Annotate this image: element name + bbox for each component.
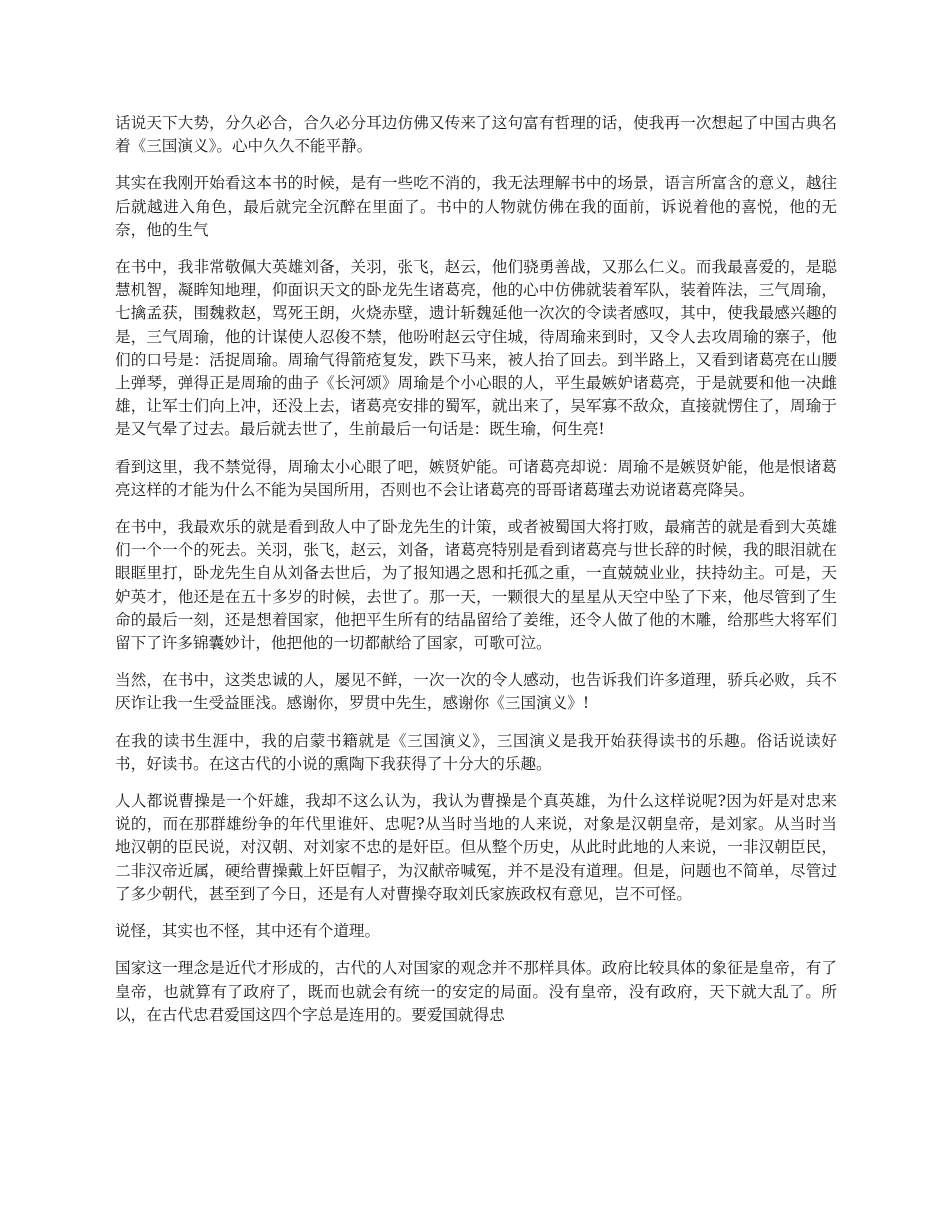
paragraph-7: 在我的读书生涯中，我的启蒙书籍就是《三国演义》，三国演义是我开始获得读书的乐趣。俗话说读好书，好读书。在这古代的小说的熏陶下我获得了十分大的乐趣。: [115, 731, 837, 773]
paragraph-4: 看到这里，我不禁觉得，周瑜太小心眼了吧，嫉贤妒能。可诸葛亮却说：周瑜不是嫉贤妒能，他是恨诸葛亮这样的才能为什么不能为吴国所用，否则也不会让诸葛亮的哥哥诸葛瑾去劝说诸葛亮降吴。: [115, 457, 837, 499]
document-body: [115, 112, 837, 1041]
paragraph-6: 当然，在书中，这类忠诚的人，屡见不鲜，一次一次的令人感动，也告诉我们许多道理，骄兵必败，兵不厌诈让我一生受益匪浅。感谢你，罗贯中先生，感谢你《三国演义》!: [115, 671, 837, 713]
paragraph-2: 其实在我刚开始看这本书的时候，是有一些吃不消的，我无法理解书中的场景，语言所富含的意义，越往后就越进入角色，最后就完全沉醉在里面了。书中的人物就仿佛在我的面前，诉说着他的喜悦，他的无奈，他的生气: [115, 174, 837, 239]
paragraph-3: 在书中，我非常敬佩大英雄刘备，关羽，张飞，赵云，他们骁勇善战，又那么仁义。而我最喜爱的，是聪慧机智，凝眸知地理，仰面识天文的卧龙先生诸葛亮，他的心中仿佛就装着军队，装着阵法，三气周瑜，七擒孟获，围魏救赵，骂死王朗，火烧赤壁，遗计斩魏延他一次次的令读者感叹，其中，使我最感兴趣的是，三气周瑜，他的计谋使人忍俊不禁，他吩咐赵云守住城，待周瑜来到时，又令人去攻周瑜的寨子，他们的口号是：活捉周瑜。周瑜气得箭疮复发，跌下马来，被人抬了回去。到半路上，又看到诸葛亮在山腰上弹琴，弹得正是周瑜的曲子《长河颂》周瑜是个小心眼的人，平生最嫉妒诸葛亮，于是就要和他一决雌雄，让军士们向上冲，还没上去，诸葛亮安排的蜀军，就出来了，吴军寡不敌众，直接就愣住了，周瑜于是又气晕了过去。最后就去世了，生前最后一句话是：既生瑜，何生亮!: [115, 258, 837, 439]
paragraph-8: 人人都说曹操是一个奸雄，我却不这么认为，我认为曹操是个真英雄，为什么这样说呢?因为奸是对忠来说的，而在那群雄纷争的年代里谁奸、忠呢?从当时当地的人来说，对象是汉朝皇帝，是刘家。从当时当地汉朝的臣民说，对汉朝、对刘家不忠的是奸臣。但从整个历史，从此时此地的人来说，一非汉朝臣民，二非汉帝近属，硬给曹操戴上奸臣帽子，为汉献帝喊冤，并不是没有道理。但是，问题也不简单，尽管过了多少朝代，甚至到了今日，还是有人对曹操夺取刘氏家族政权有意见，岂不可怪。: [115, 792, 837, 903]
paragraph-1: 话说天下大势，分久必合，合久必分耳边仿佛又传来了这句富有哲理的话，使我再一次想起了中国古典名着《三国演义》。心中久久不能平静。: [115, 114, 837, 156]
paragraph-10: 国家这一理念是近代才形成的，古代的人对国家的观念并不那样具体。政府比较具体的象征是皇帝，有了皇帝，也就算有了政府了，既而也就会有统一的安定的局面。没有皇帝，没有政府，天下就大乱了。所以，在古代忠君爱国这四个字总是连用的。要爱国就得忠: [115, 959, 837, 1024]
paragraph-5: 在书中，我最欢乐的就是看到敌人中了卧龙先生的计策，或者被蜀国大将打败，最痛苦的就是看到大英雄们一个一个的死去。关羽，张飞，赵云，刘备，诸葛亮特别是看到诸葛亮与世长辞的时候，我的眼泪就在眼眶里打，卧龙先生自从刘备去世后，为了报知遇之恩和托孤之重，一直兢兢业业，扶持幼主。可是，天妒英才，他还是在五十多岁的时候，去世了。那一天，一颗很大的星星从天空中坠了下来，他尽管到了生命的最后一刻，还是想着国家，他把平生所有的结晶留给了姜维，还令人做了他的木雕，给那些大将军们留下了许多锦囊妙计，他把他的一切都献给了国家，可歌可泣。: [115, 518, 837, 653]
paragraph-9: 说怪，其实也不怪，其中还有个道理。: [115, 922, 381, 941]
